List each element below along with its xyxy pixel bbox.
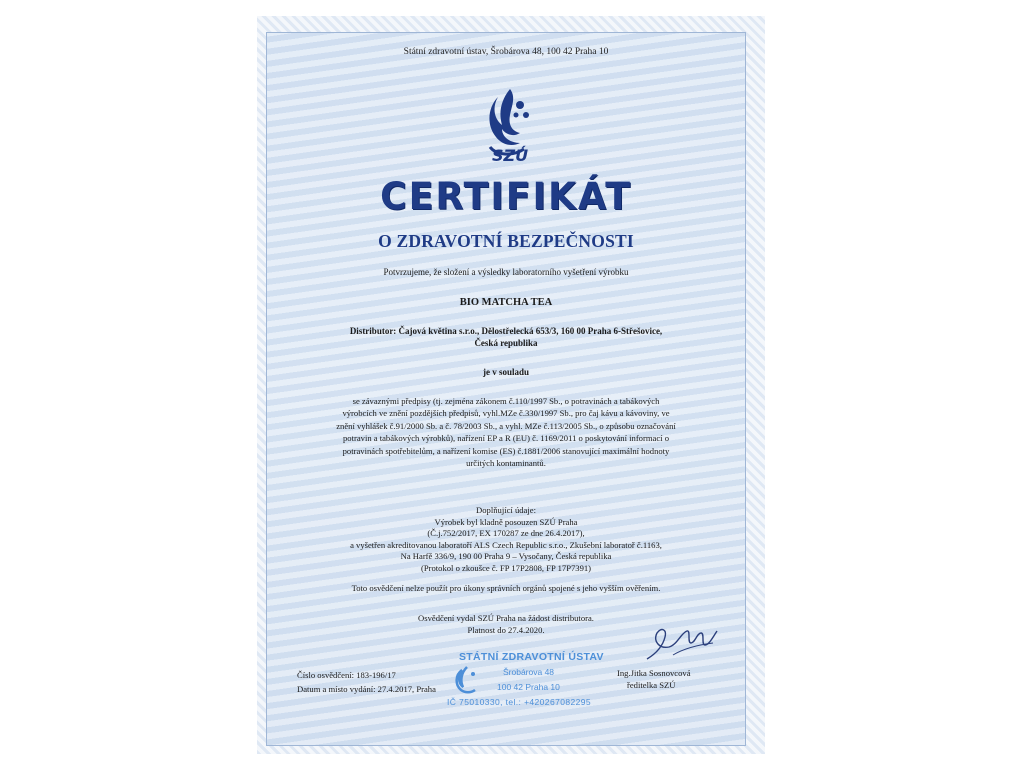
regulations-paragraph — [267, 395, 745, 469]
distributor-line: Distributor: Čajová květina s.r.o., Dělostřelecká 653/3, 160 00 Praha 6-Střešovice, — [349, 326, 663, 336]
compliance-statement: je v souladu — [482, 367, 529, 377]
regulation-line: potravinách spotřebitelům, a nařízení komise (ES) č.1881/2006 stanovující maximální hodnoty — [342, 445, 670, 456]
regulation-line: určitých kontaminantů. — [466, 458, 546, 469]
usage-note: Toto osvědčení nelze použít pro úkony správních orgánů spojené s jeho vyšším ověřením. — [351, 583, 661, 593]
stamp-line: IČ 75010330, tel.: +420267082295 — [447, 697, 591, 707]
stamp-line: Šrobárova 48 — [503, 667, 555, 677]
validity-date: Platnost do 27.4.2020. — [467, 625, 545, 635]
product-name: BIO MATCHA TEA — [459, 297, 553, 308]
certificate-subtitle: O ZDRAVOTNÍ BEZPEČNOSTI — [378, 231, 634, 251]
stamp-logo-icon — [449, 665, 483, 695]
stamp-line: STÁTNÍ ZDRAVOTNÍ ÚSTAV — [459, 651, 604, 663]
regulation-line: potravin a tabákových výrobků), nařízení EP a R (EU) č. 1169/2011 o poskytování informací o — [342, 433, 669, 444]
supplementary-line: Výrobek byl kladně posouzen SZÚ Praha — [434, 516, 578, 527]
supplementary-line: (Č.j.752/2017, EX 170287 ze dne 26.4.2017), — [427, 528, 585, 539]
logo-text: SZÚ — [491, 146, 529, 163]
supplementary-info — [267, 505, 745, 575]
certificate-number: Číslo osvědčení: 183-196/17 — [297, 670, 396, 680]
signature-icon — [643, 619, 721, 667]
distributor-info — [267, 325, 745, 349]
certificate-page — [266, 32, 746, 746]
issued-by: Osvědčení vydal SZÚ Praha na žádost distributora. — [418, 613, 594, 623]
official-stamp — [443, 651, 623, 729]
supplementary-line: Na Harfě 336/9, 190 00 Praha 9 – Vysočany, Česká republika — [400, 551, 612, 562]
supplementary-line: Doplňující údaje: — [476, 505, 536, 515]
confirmation-text: Potvrzujeme, že složení a výsledky laboratorního vyšetření výrobku — [383, 267, 629, 277]
signatory-role: ředitelka SZÚ — [627, 680, 676, 690]
regulation-line: znění vyhlášek č.91/2000 Sb. a č. 78/2003 Sb., a vyhl. MZe č.113/2005 Sb., o způsobu označování — [336, 420, 676, 431]
certificate-title: CERTIFIKÁT — [380, 175, 632, 218]
szu-logo-icon — [476, 85, 540, 163]
signatory-name: Ing.Jitka Sosnovcová — [617, 668, 691, 678]
signatory-block — [617, 667, 691, 691]
stamp-line: 100 42 Praha 10 — [497, 682, 560, 692]
regulation-line: se závaznými předpisy (tj. zejména zákonem č.110/1997 Sb., o potravinách a tabákových — [352, 396, 660, 406]
distributor-line: Česká republika — [474, 338, 538, 348]
institute-address: Státní zdravotní ústav, Šrobárova 48, 100 42 Praha 10 — [403, 47, 609, 57]
supplementary-line: a vyšetřen akreditovanou laboratoří ALS Czech Republic s.r.o., Zkušební laboratoř č.1163, — [350, 539, 662, 550]
supplementary-line: (Protokol o zkoušce č. FP 17P2808, FP 17P7391) — [420, 562, 592, 573]
regulation-line: výrobcích ve znění pozdějších předpisů, vyhl.MZe č.330/1997 Sb., pro čaj kávu a kávoviny, ve — [342, 408, 670, 419]
issue-date: Datum a místo vydání: 27.4.2017, Praha — [297, 684, 436, 694]
